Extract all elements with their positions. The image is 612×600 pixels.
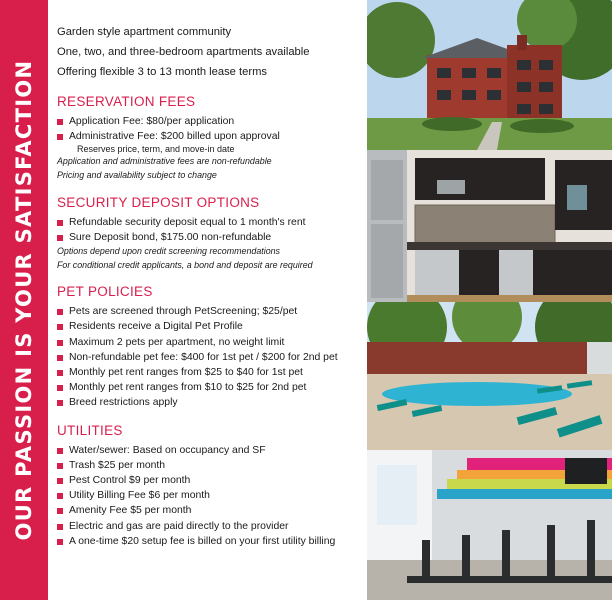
list-item: Sure Deposit bond, $175.00 non-refundable [57, 230, 362, 245]
security-note: For conditional credit applicants, a bond and deposit are required [57, 259, 313, 270]
intro-line: One, two, and three-bedroom apartments available [57, 46, 310, 58]
list-item: Monthly pet rent ranges from $10 to $25 for 2nd pet [57, 380, 362, 395]
list-item: Administrative Fee: $200 billed upon approval [57, 129, 362, 144]
reservation-list [57, 114, 362, 144]
list-item: Pets are screened through PetScreening; $25/pet [57, 304, 362, 319]
reservation-note: Pricing and availability subject to change [57, 170, 217, 180]
list-item: Maximum 2 pets per apartment, no weight limit [57, 335, 362, 350]
list-item: Electric and gas are paid directly to the provider [57, 519, 362, 534]
list-item: Refundable security deposit equal to 1 month's rent [57, 215, 362, 230]
list-item: Water/sewer: Based on occupancy and SF [57, 443, 362, 458]
intro-line: Offering flexible 3 to 13 month lease terms [57, 66, 267, 78]
intro [57, 22, 362, 82]
list-item: Trash $25 per month [57, 458, 362, 473]
pets-section [57, 284, 362, 410]
reservation-sub-note: Reserves price, term, and move-in date [77, 144, 235, 155]
reservation-note: Application and administrative fees are non-refundable [57, 156, 272, 167]
utilities-list [57, 443, 362, 549]
list-item: Monthly pet rent ranges from $25 to $40 for 1st pet [57, 365, 362, 380]
security-title: SECURITY DEPOSIT OPTIONS [57, 194, 260, 210]
intro-line: Garden style apartment community [57, 26, 232, 38]
reservation-title: RESERVATION FEES [57, 94, 196, 109]
list-item: Utility Billing Fee $6 per month [57, 488, 362, 503]
list-item: Amenity Fee $5 per month [57, 503, 362, 518]
info-column [57, 22, 362, 549]
photo-column [367, 0, 612, 600]
pets-title: PET POLICIES [57, 284, 153, 300]
security-note: Options depend upon credit screening recommendations [57, 246, 280, 256]
side-banner [0, 0, 48, 600]
utilities-title: UTILITIES [57, 422, 123, 438]
list-item: Pest Control $9 per month [57, 473, 362, 488]
list-item: Non-refundable pet fee: $400 for 1st pet / $200 for 2nd pet [57, 350, 362, 365]
exterior-photo [367, 0, 612, 150]
list-item: Residents receive a Digital Pet Profile [57, 319, 362, 334]
kitchen-photo [367, 150, 612, 302]
security-list [57, 215, 362, 245]
fitness-photo [367, 450, 612, 600]
list-item: A one-time $20 setup fee is billed on your first utility billing [57, 534, 362, 549]
reservation-section [57, 94, 362, 183]
side-banner-text: OUR PASSION IS YOUR SATISFACTION [12, 59, 36, 541]
pets-list [57, 304, 362, 410]
pool-photo [367, 302, 612, 450]
list-item: Breed restrictions apply [57, 395, 362, 410]
security-section [57, 195, 362, 273]
list-item: Application Fee: $80/per application [57, 114, 362, 129]
utilities-section [57, 423, 362, 549]
